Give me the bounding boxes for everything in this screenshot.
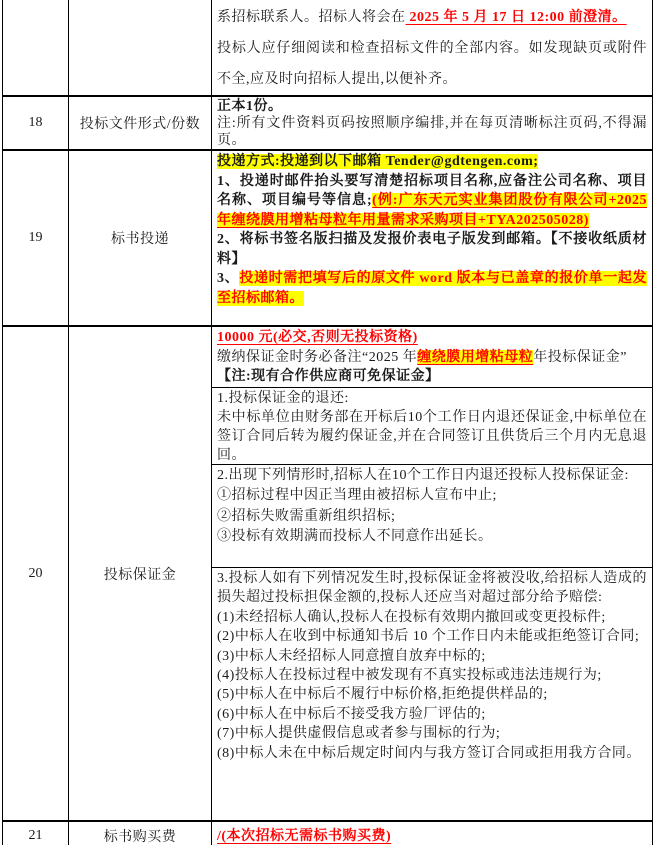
- row-number-cell: 19: [3, 150, 69, 326]
- text-segment: 年投标保证金”: [533, 349, 627, 365]
- row-label-cell: 标书购买费: [69, 821, 212, 845]
- row-label-cell: 标书投递: [69, 150, 212, 326]
- text-segment: 1.投标保证金的退还:: [217, 391, 349, 406]
- row-content-cell: [212, 326, 653, 821]
- text-segment: 3、: [217, 271, 240, 286]
- paragraph: [217, 269, 647, 308]
- row-number-cell: 18: [3, 96, 69, 150]
- paragraph: [217, 328, 647, 348]
- paragraph: [217, 627, 647, 646]
- text-segment: 2025 年 5 月 17 日 12:00 前澄清。: [405, 10, 627, 25]
- table-row-21: [3, 821, 653, 845]
- text-segment: 投递时需把填写后的原文件 word 版本与已盖章的报价单一起发至招标邮箱。: [217, 271, 648, 306]
- paragraph: [217, 348, 647, 368]
- text-segment: (例:广东天元实业集团股份有限公司+2025 年缠绕膜用增粘母粒年用量需求采购项目+TYA202505028): [217, 193, 647, 228]
- text-segment: (8)中标人未在中标后规定时间内与我方签订合同或拒用我方合同。: [217, 745, 641, 761]
- text-segment: 系招标联系人。招标人将会在: [217, 10, 406, 25]
- paragraph: [217, 172, 647, 231]
- text-segment: 缠绕膜用增粘母粒: [417, 349, 534, 365]
- row-content-cell: [212, 0, 653, 96]
- text-segment: 3.投标人如有下列情况发生时,投标保证金将被没收,给招标人造成的损失超过投标担保金额的,投标人还应当对超过部分给予赔偿:: [217, 571, 647, 606]
- table-row-19: [3, 150, 653, 326]
- paragraph: [217, 744, 647, 763]
- text-segment: (1)未经招标人确认,投标人在投标有效期内撤回或变更投标件;: [217, 609, 606, 625]
- text-segment: 10000 元(必交,否则无投标资格): [217, 330, 418, 345]
- paragraph: [217, 408, 647, 464]
- row-label-cell: 投标保证金: [69, 326, 212, 821]
- row-content-cell: [212, 96, 653, 150]
- text-segment: 正本1份。: [217, 99, 283, 114]
- text-segment: /(本次招标无需标书购买费): [217, 829, 392, 844]
- paragraph: [217, 33, 647, 95]
- text-segment: 未中标单位由财务部在开标后10个工作日内退还保证金,中标单位在签订合同后转为履约保证金,并在合同签订且供货后三个月内无息退回。: [217, 410, 647, 463]
- paragraph: [217, 527, 647, 547]
- text-segment: 2.出现下列情形时,招标人在10个工作日内退还投标人投标保证金:: [217, 468, 629, 483]
- paragraph: [217, 152, 647, 172]
- tender-info-table: [2, 0, 653, 845]
- row-number-cell: 20: [3, 326, 69, 821]
- paragraph: [217, 507, 647, 527]
- row-content-cell: [212, 150, 653, 326]
- paragraph: [217, 705, 647, 724]
- paragraph: [217, 666, 647, 685]
- table-row-20: [3, 326, 653, 821]
- text-segment: 【注:现有合作供应商可免保证金】: [217, 369, 440, 384]
- row-number-cell: [3, 0, 69, 96]
- text-segment: ②招标失败需重新组织招标;: [217, 508, 396, 524]
- text-segment: (6)中标人在中标后不接受我方验厂评估的;: [217, 706, 486, 722]
- text-segment: 1、投递时邮件抬头要写清楚招标项目名称,应备注公司名称、项目名称、项目编号等信息;: [217, 173, 647, 208]
- row-number-cell: 21: [3, 821, 69, 845]
- text-segment: 投标人应仔细阅读和检查招标文件的全部内容。如发现缺页或附件不全,应及时向招标人提出,以便补齐。: [217, 41, 647, 87]
- deposit-amount-section: [212, 327, 652, 387]
- paragraph: [217, 823, 647, 845]
- paragraph: [217, 685, 647, 704]
- text-segment: 2、将标书签名版扫描及发报价表电子版发到邮箱。【不接收纸质材料】: [217, 232, 647, 267]
- paragraph: [217, 2, 647, 33]
- text-segment: ①招标过程中因正当理由被招标人宣布中止;: [217, 488, 497, 504]
- paragraph: [217, 569, 647, 608]
- text-segment: 注:所有文件资料页码按照顺序编排,并在每页清晰标注页码,不得漏页。: [217, 116, 647, 148]
- table-row-17-continued: [3, 0, 653, 96]
- text-segment: 缴纳保证金时务必备注“2025 年: [217, 349, 418, 365]
- text-segment: (5)中标人在中标后不履行中标价格,拒绝提供样品的;: [217, 687, 548, 703]
- deposit-refund-section: [212, 387, 652, 464]
- paragraph: [217, 647, 647, 666]
- paragraph: [217, 608, 647, 627]
- text-segment: ③投标有效期满而投标人不同意作出延长。: [217, 528, 493, 544]
- table-row-18: [3, 96, 653, 150]
- paragraph: [217, 389, 647, 408]
- paragraph: [217, 115, 647, 149]
- paragraph: [217, 367, 647, 387]
- paragraph: [217, 724, 647, 743]
- paragraph: [217, 486, 647, 506]
- paragraph: [217, 230, 647, 269]
- deposit-forfeit-cases-section: [212, 567, 652, 820]
- text-segment: (3)中标人未经招标人同意擅自放弃中标的;: [217, 648, 486, 664]
- deposit-return-cases-section: [212, 464, 652, 567]
- row-label-cell: [69, 0, 212, 96]
- row-label-cell: 投标文件形式/份数: [69, 96, 212, 150]
- paragraph: [217, 466, 647, 486]
- paragraph: [217, 98, 647, 115]
- text-segment: (7)中标人提供虚假信息或者参与围标的行为;: [217, 726, 501, 742]
- text-segment: 投递方式:投递到以下邮箱 Tender@gdtengen.com;: [217, 154, 539, 169]
- text-segment: (2)中标人在收到中标通知书后 10 个工作日内未能或拒绝签订合同;: [217, 629, 640, 645]
- row-content-cell: [212, 821, 653, 845]
- text-segment: (4)投标人在投标过程中被发现有不真实投标或违法违规行为;: [217, 668, 602, 684]
